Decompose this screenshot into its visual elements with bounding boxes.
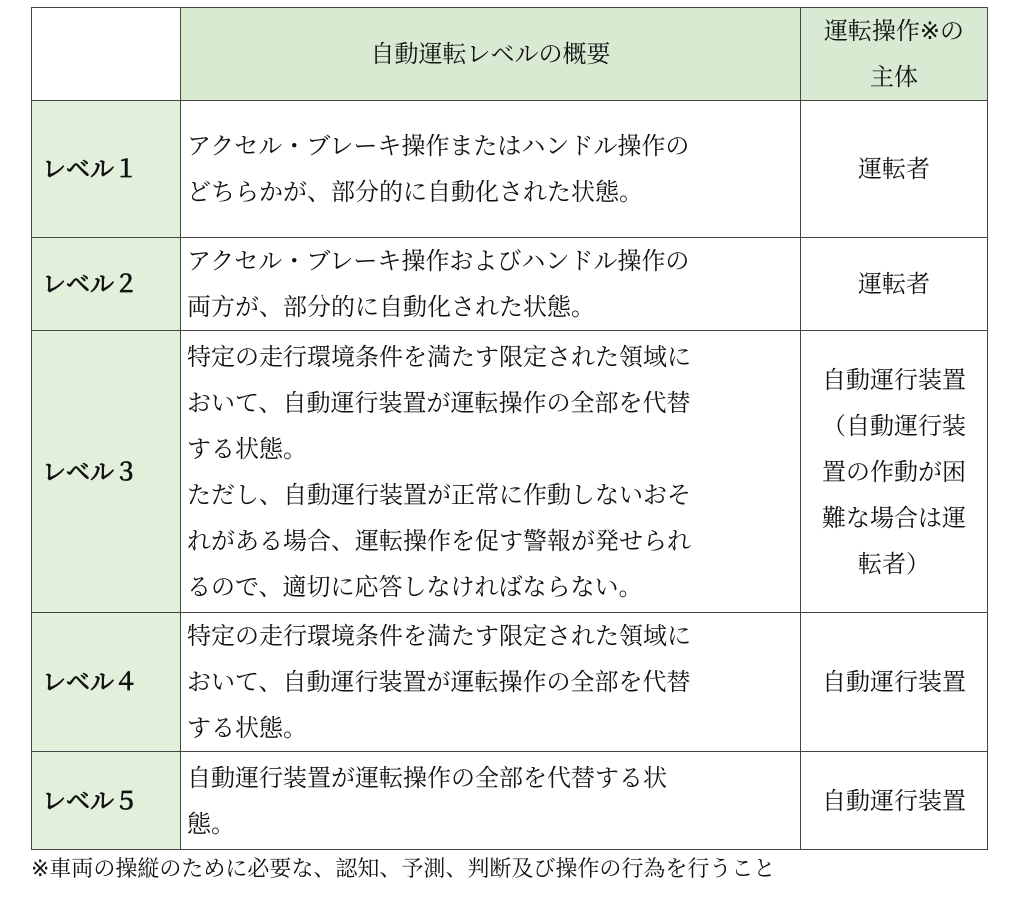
summary-line: 特定の走行環境条件を満たす限定された領域に — [187, 622, 691, 650]
level-label: レベル１ — [32, 101, 181, 238]
summary-line: 両方が、部分的に自動化された状態。 — [187, 293, 595, 321]
actor-line: 転者） — [858, 549, 930, 578]
header-summary-cell: 自動運転レベルの概要 — [181, 8, 801, 101]
summary-line: アクセル・ブレーキ操作またはハンドル操作の — [187, 132, 690, 160]
table-row-level-4 — [32, 613, 988, 752]
summary-line: アクセル・ブレーキ操作およびハンドル操作の — [187, 247, 690, 275]
level-summary — [181, 613, 801, 752]
summary-line: れがある場合、運転操作を促す警報が発せられ — [187, 526, 691, 555]
actor-line: 自動運行装置 — [822, 786, 966, 815]
level-actor — [801, 101, 988, 238]
actor-line: 自動運行装置 — [822, 365, 966, 394]
level-actor — [801, 331, 988, 613]
summary-line: する状態。 — [187, 714, 307, 742]
level-actor — [801, 238, 988, 331]
header-actor-cell — [801, 8, 988, 101]
table-row-level-5 — [32, 752, 988, 850]
header-actor-line: 運転操作※の — [823, 17, 965, 45]
level-actor — [801, 752, 988, 850]
actor-line: 難な場合は運 — [822, 503, 966, 532]
summary-line: 態。 — [187, 809, 235, 838]
actor-line: （自動運行装 — [822, 411, 966, 440]
actor-line: 自動運行装置 — [822, 668, 966, 696]
level-label: レベル４ — [32, 613, 181, 752]
level-actor — [801, 613, 988, 752]
level-summary — [181, 331, 801, 613]
summary-line: るので、適切に応答しなければならない。 — [187, 572, 643, 601]
level-label: レベル２ — [32, 238, 181, 331]
table-row-level-3 — [32, 331, 988, 613]
header-corner-cell — [32, 8, 181, 101]
level-summary — [181, 752, 801, 850]
actor-line: 運転者 — [858, 155, 930, 183]
summary-line: する状態。 — [187, 434, 307, 463]
level-label: レベル３ — [32, 331, 181, 613]
level-summary — [181, 238, 801, 331]
summary-line: ただし、自動運行装置が正常に作動しないおそ — [187, 480, 691, 509]
table-header-row — [32, 8, 988, 101]
summary-line: おいて、自動運行装置が運転操作の全部を代替 — [187, 388, 691, 417]
actor-line: 運転者 — [858, 270, 930, 298]
level-summary — [181, 101, 801, 238]
automation-levels-table — [31, 7, 988, 850]
summary-line: おいて、自動運行装置が運転操作の全部を代替 — [187, 668, 691, 696]
table-row-level-2 — [32, 238, 988, 331]
header-actor-line: 主体 — [870, 63, 918, 91]
actor-line: 置の作動が困 — [822, 457, 966, 486]
level-label: レベル５ — [32, 752, 181, 850]
table-row-level-1 — [32, 101, 988, 238]
footnote: ※車両の操縦のために必要な、認知、予測、判断及び操作の行為を行うこと — [31, 857, 776, 882]
summary-line: どちらかが、部分的に自動化された状態。 — [187, 178, 643, 206]
summary-line: 特定の走行環境条件を満たす限定された領域に — [187, 342, 691, 371]
summary-line: 自動運行装置が運転操作の全部を代替する状 — [187, 763, 667, 792]
